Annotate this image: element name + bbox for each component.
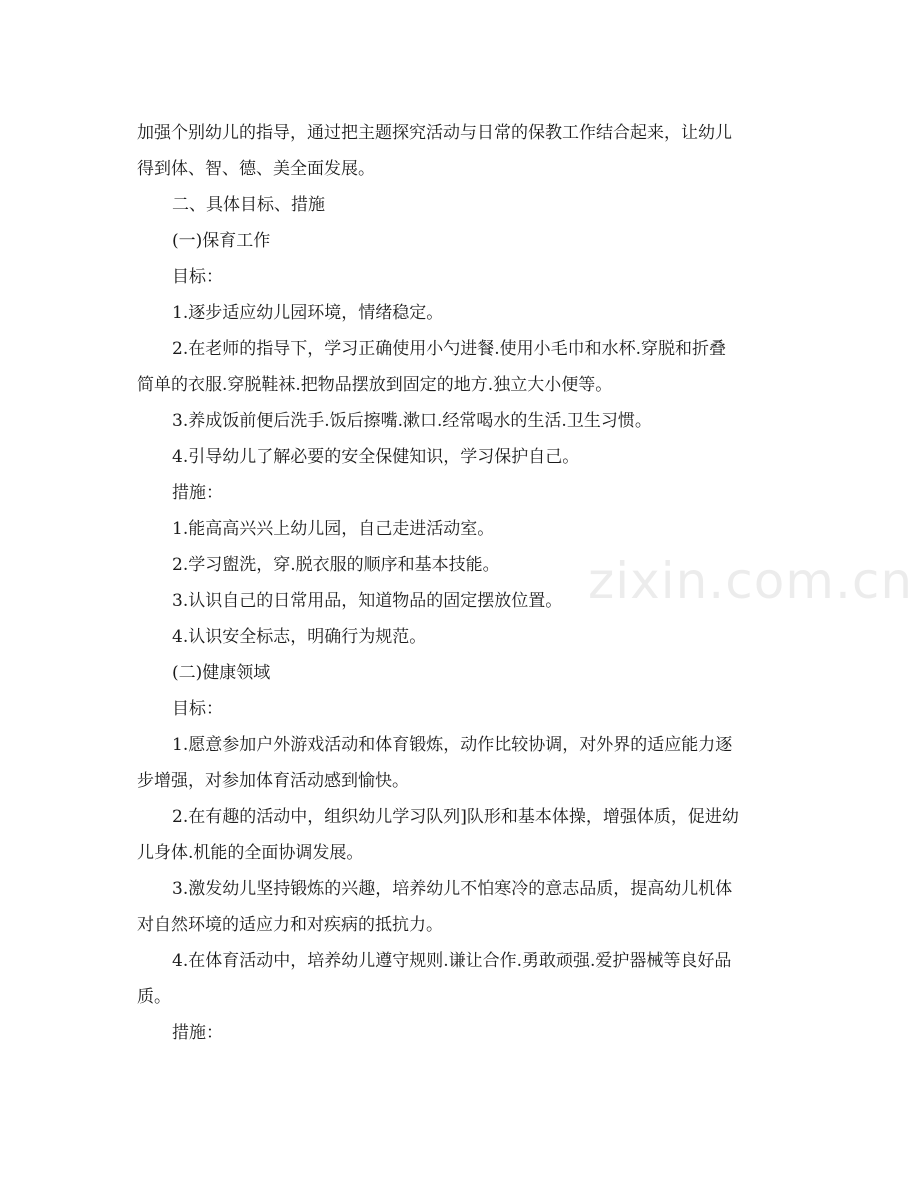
list-item-care-goal-2: 2.在老师的指导下，学习正确使用小勺进餐.使用小毛巾和水杯.穿脱和折叠 xyxy=(172,339,727,359)
subsection-heading-health: (二)健康领域 xyxy=(172,663,271,683)
list-item-health-goal-3-cont: 对自然环境的适应力和对疾病的抵抗力。 xyxy=(137,915,443,935)
list-item-health-goal-4: 4.在体育活动中，培养幼儿遵守规则.谦让合作.勇敢顽强.爱护器械等良好品 xyxy=(172,951,732,971)
subsection-heading-care-work: (一)保育工作 xyxy=(172,231,271,251)
label-goals: 目标： xyxy=(172,267,223,287)
paragraph-line-intro-2: 得到体、智、德、美全面发展。 xyxy=(137,159,375,179)
list-item-health-goal-1-cont: 步增强，对参加体育活动感到愉快。 xyxy=(137,771,409,791)
list-item-care-measure-3: 3.认识自己的日常用品，知道物品的固定摆放位置。 xyxy=(172,591,563,611)
list-item-health-goal-3: 3.激发幼儿坚持锻炼的兴趣，培养幼儿不怕寒冷的意志品质，提高幼儿机体 xyxy=(172,879,733,899)
label-measures-health: 措施： xyxy=(172,1023,223,1043)
label-measures: 措施： xyxy=(172,483,223,503)
label-goals-health: 目标： xyxy=(172,699,223,719)
list-item-health-goal-2-cont: 儿身体.机能的全面协调发展。 xyxy=(137,843,364,863)
list-item-care-measure-1: 1.能高高兴兴上幼儿园，自己走进活动室。 xyxy=(172,519,495,539)
list-item-care-goal-1: 1.逐步适应幼儿园环境，情绪稳定。 xyxy=(172,303,444,323)
list-item-health-goal-1: 1.愿意参加户外游戏活动和体育锻炼，动作比较协调，对外界的适应能力逐 xyxy=(172,735,733,755)
paragraph-line-intro-1: 加强个别幼儿的指导，通过把主题探究活动与日常的保教工作结合起来，让幼儿 xyxy=(137,123,732,143)
section-heading-goals-measures: 二、具体目标、措施 xyxy=(172,195,325,215)
list-item-care-measure-2: 2.学习盥洗，穿.脱衣服的顺序和基本技能。 xyxy=(172,555,500,575)
list-item-care-goal-2-cont: 简单的衣服.穿脱鞋袜.把物品摆放到固定的地方.独立大小便等。 xyxy=(137,375,613,395)
watermark-text: zixin.com.cn xyxy=(588,552,914,610)
list-item-health-goal-4-cont: 质。 xyxy=(137,987,171,1007)
list-item-care-measure-4: 4.认识安全标志，明确行为规范。 xyxy=(172,627,427,647)
list-item-health-goal-2: 2.在有趣的活动中，组织幼儿学习队列]队形和基本体操，增强体质，促进幼 xyxy=(172,807,739,827)
list-item-care-goal-3: 3.养成饭前便后洗手.饭后擦嘴.漱口.经常喝水的生活.卫生习惯。 xyxy=(172,411,652,431)
list-item-care-goal-4: 4.引导幼儿了解必要的安全保健知识，学习保护自己。 xyxy=(172,447,580,467)
